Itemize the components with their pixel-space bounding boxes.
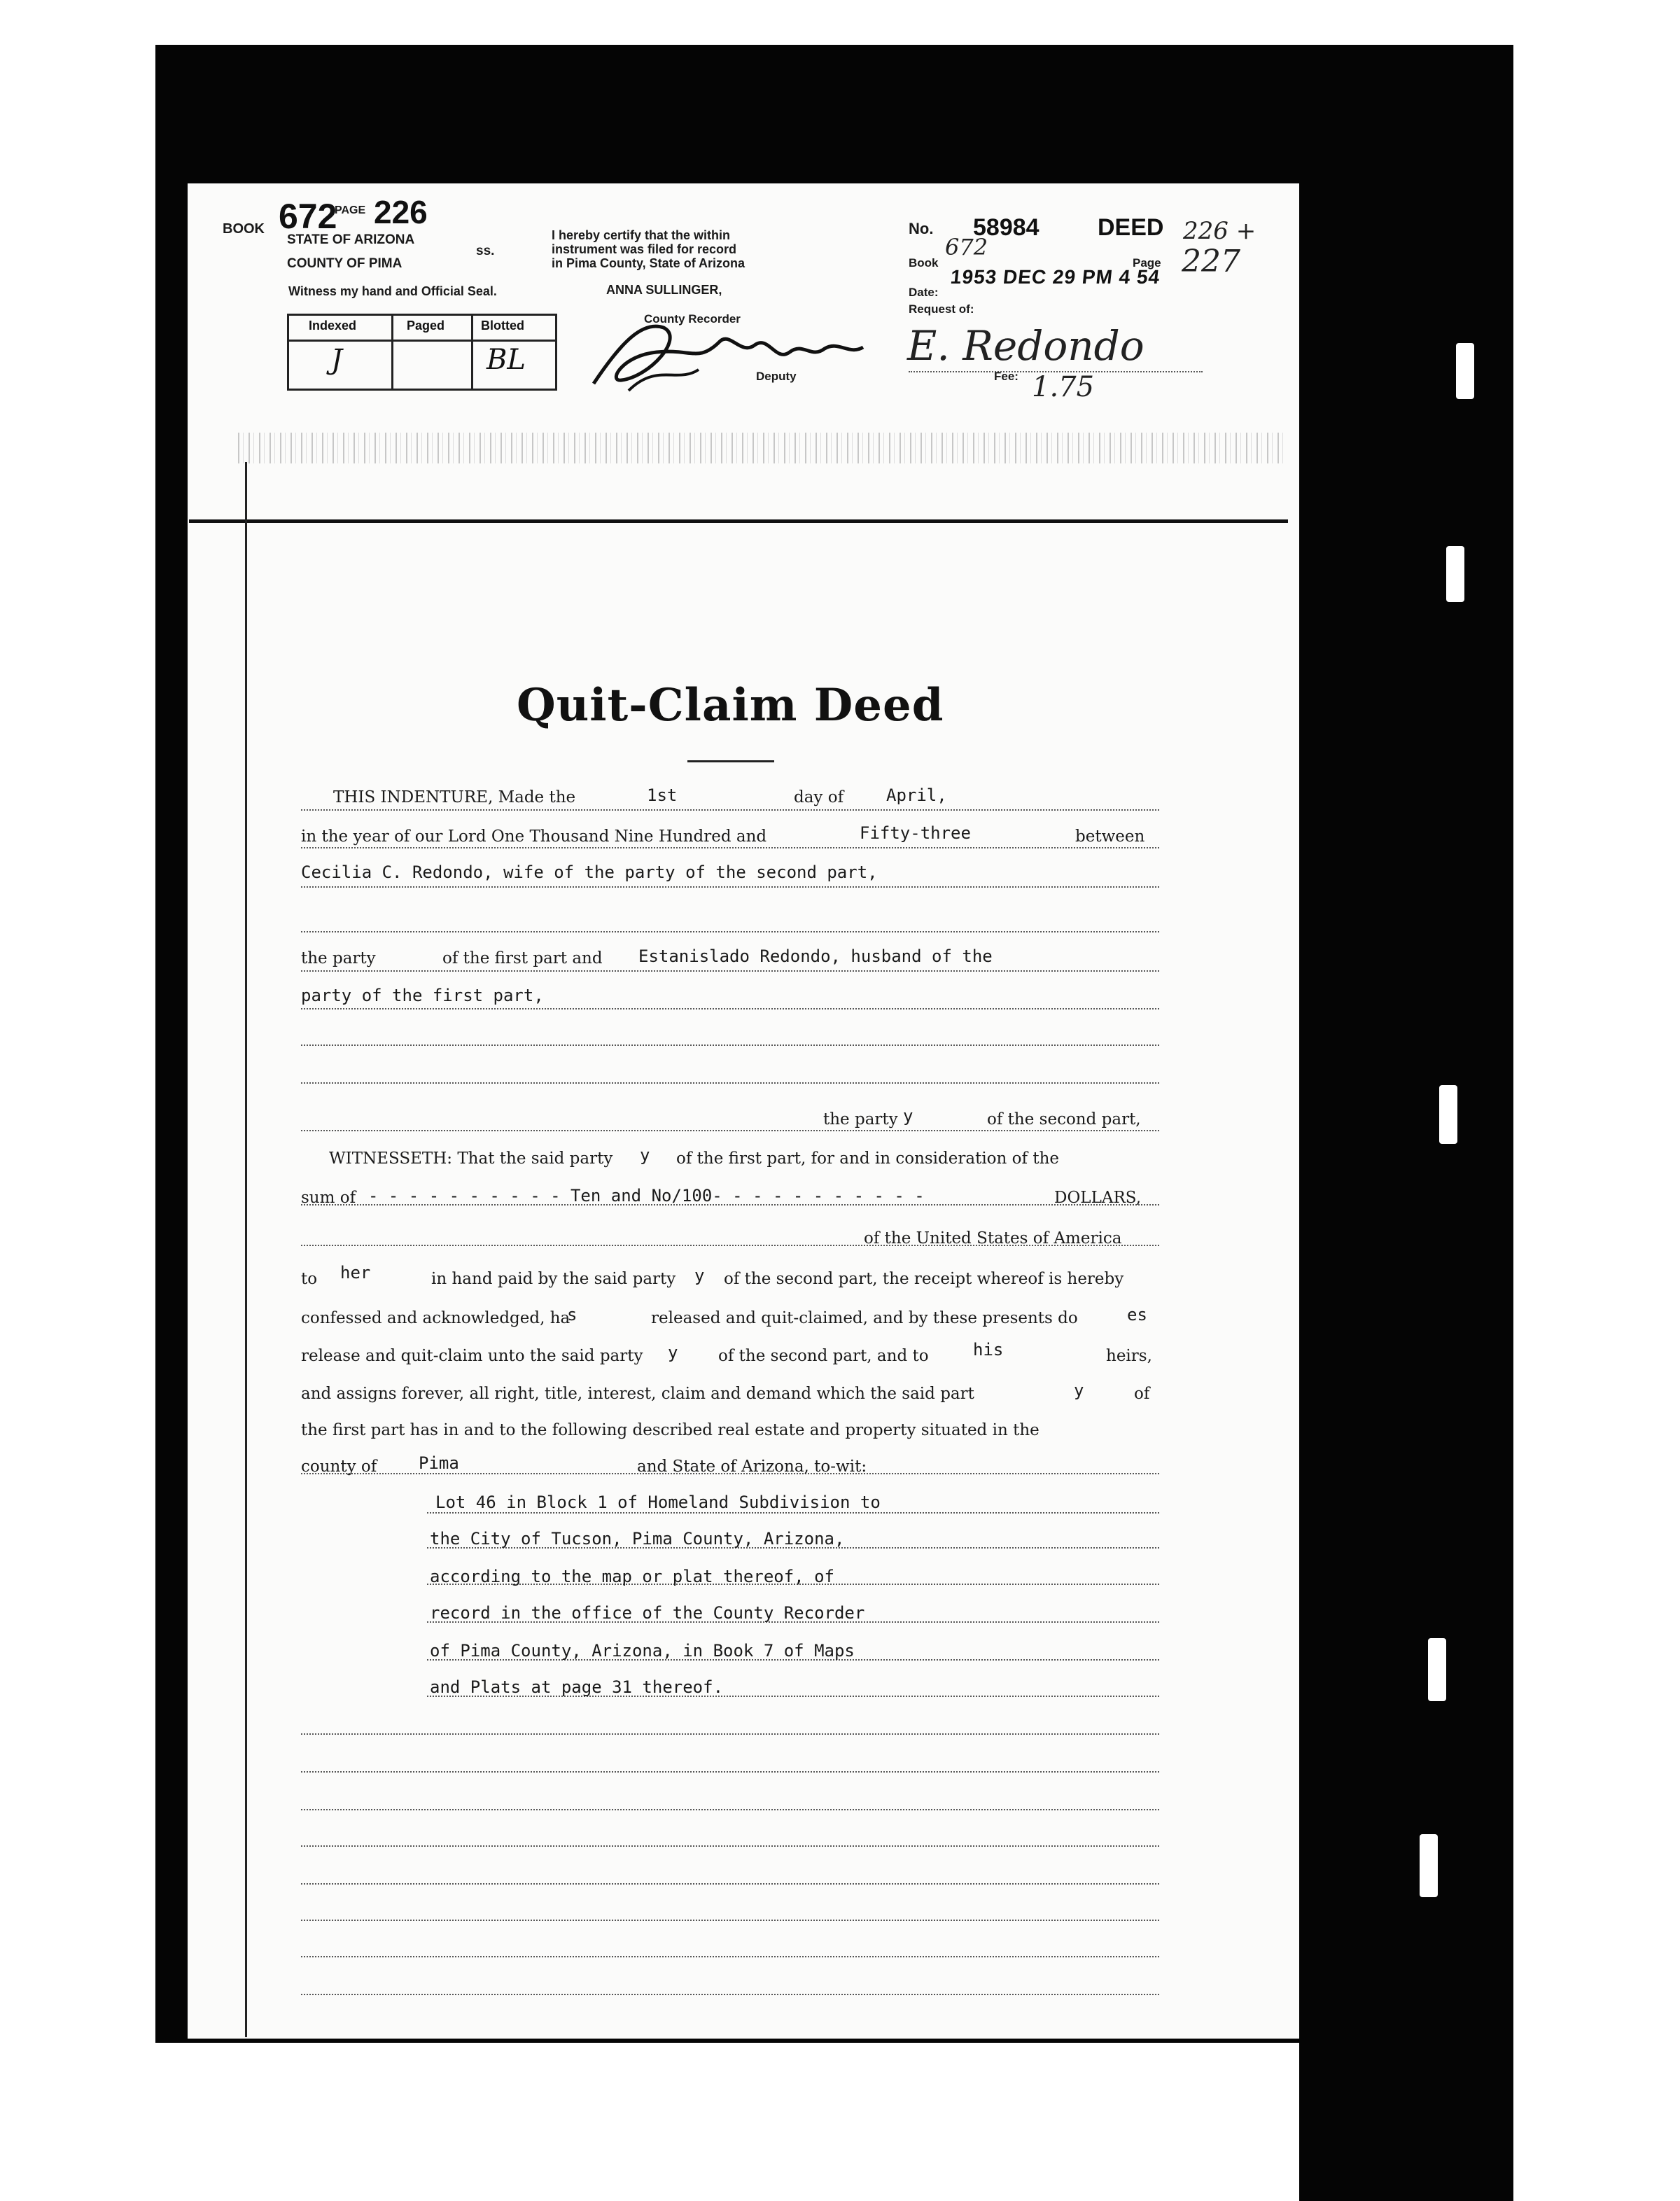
legal-description-line: according to the map or plat thereof, of: [430, 1567, 834, 1586]
film-sprocket-hole: [1428, 1638, 1446, 1701]
recorder-name: ANNA SULLINGER,: [606, 283, 722, 297]
second-part-and-to: of the second part, and to: [718, 1347, 929, 1365]
ss-label: ss.: [476, 244, 495, 258]
filing-date-stamp: 1953 DEC 29 PM 4 54: [949, 266, 1161, 288]
form-line: [301, 1130, 1159, 1131]
book-right-value: 672: [945, 234, 988, 260]
county-of-label: county of: [301, 1458, 377, 1476]
second-part-label: of the second part,: [987, 1110, 1141, 1129]
party-label: the party: [301, 949, 376, 967]
county-label: COUNTY OF PIMA: [287, 256, 402, 271]
hand-paid-suffix: y: [694, 1266, 705, 1285]
indenture-intro: THIS INDENTURE, Made the: [333, 788, 576, 806]
fee-label: Fee:: [994, 370, 1018, 383]
film-sprocket-hole: [1420, 1834, 1438, 1897]
year-value: Fifty-three: [860, 823, 971, 843]
form-line: [301, 1956, 1159, 1957]
first-part-label: of the first part and: [442, 949, 603, 967]
request-label: Request of:: [909, 302, 974, 316]
to-label: to: [301, 1270, 318, 1288]
legal-description-line: the City of Tucson, Pima County, Arizona,: [430, 1529, 845, 1549]
film-sprocket-hole: [1439, 1085, 1457, 1144]
certify-line-1: I hereby certify that the within: [552, 228, 731, 242]
described-estate-text: the first part has in and to the following described real estate and property situated in the: [301, 1421, 1040, 1439]
paged-cell: [391, 316, 473, 389]
form-line: [301, 809, 1159, 811]
no-label: No.: [909, 220, 934, 237]
heirs-his: his: [973, 1340, 1004, 1360]
released-suffix: es: [1127, 1305, 1147, 1325]
party-second-suffix: y: [903, 1106, 913, 1126]
form-line: [301, 1771, 1159, 1773]
page-number: 226: [374, 194, 428, 230]
confessed-suffix: s: [567, 1305, 578, 1325]
form-line: [301, 1845, 1159, 1847]
legal-description-line: of Pima County, Arizona, in Book 7 of Maps: [430, 1641, 855, 1661]
date-label: Date:: [909, 286, 939, 299]
recorder-title: County Recorder: [644, 312, 741, 326]
recorder-signature: [580, 314, 874, 398]
released-text: released and quit-claimed, and by these presents do: [651, 1309, 1078, 1327]
form-line: [301, 931, 1159, 932]
book-page-stamp: 672: [279, 197, 337, 236]
form-line: [301, 886, 1159, 888]
year-phrase: in the year of our Lord One Thousand Nine Hundred and: [301, 827, 767, 846]
blotted-cell: [471, 316, 554, 389]
between-label: between: [1075, 827, 1145, 846]
dollars-label: DOLLARS,: [1054, 1189, 1142, 1207]
legal-description-line: Lot 46 in Block 1 of Homeland Subdivision to: [435, 1493, 881, 1512]
paged-label: Paged: [407, 319, 445, 333]
quitclaim-suffix: y: [668, 1343, 678, 1362]
sum-label: sum of: [301, 1189, 356, 1207]
assigns-suffix: y: [1074, 1381, 1084, 1400]
receipt-text: of the second part, the receipt whereof is hereby: [724, 1270, 1124, 1288]
state-label: STATE OF ARIZONA: [287, 232, 415, 247]
sum-amount: - - - - - - - - - - Ten and No/100- - - - - - - - - - -: [368, 1186, 925, 1206]
indexed-label: Indexed: [309, 319, 357, 333]
indexed-cell: [289, 316, 393, 389]
title-underline: [687, 760, 774, 762]
form-line: [301, 1008, 1159, 1009]
deed-label: DEED: [1098, 214, 1164, 241]
book-label: BOOK: [223, 221, 265, 237]
request-of-value: E. Redondo: [907, 322, 1144, 370]
indenture-day: 1st: [647, 785, 678, 805]
form-line: [301, 970, 1159, 972]
witness-line: Witness my hand and Official Seal.: [288, 284, 497, 298]
form-line: [301, 847, 1159, 848]
united-states-label: of the United States of America: [864, 1229, 1122, 1248]
party-second-label: the party: [823, 1110, 898, 1129]
recording-stamp-box: [287, 314, 557, 391]
second-party-continued: party of the first part,: [301, 986, 544, 1005]
fee-value: 1.75: [1032, 371, 1095, 403]
state-of-arizona-text: and State of Arizona, to-wit:: [637, 1458, 867, 1476]
recording-number: 58984: [973, 214, 1040, 241]
form-line: [301, 1082, 1159, 1084]
book-right-label: Book: [909, 256, 939, 270]
second-party-name: Estanislado Redondo, husband of the: [638, 946, 993, 966]
legal-description-line: record in the office of the County Recorder: [430, 1603, 865, 1623]
heirs-label: heirs,: [1106, 1347, 1152, 1365]
hand-paid-text: in hand paid by the said party: [431, 1270, 676, 1288]
first-party: Cecilia C. Redondo, wife of the party of the second part,: [301, 862, 878, 882]
form-line: [301, 1883, 1159, 1885]
form-line: [301, 1994, 1159, 1995]
film-sprocket-hole: [1446, 546, 1464, 602]
document-title: Quit-Claim Deed: [517, 679, 944, 732]
scan-noise-band: [238, 433, 1288, 463]
page-right-label: Page: [1133, 256, 1161, 270]
to-her: her: [340, 1263, 371, 1283]
film-frame-left: [155, 45, 190, 2040]
form-line: [301, 1733, 1159, 1735]
indenture-month: April,: [886, 785, 947, 805]
deputy-label: Deputy: [756, 370, 797, 383]
form-line: [301, 1809, 1159, 1810]
certify-line-2: instrument was filed for record: [552, 242, 737, 256]
film-frame-right: [1299, 45, 1513, 2201]
blotted-label: Blotted: [481, 319, 524, 333]
deed-handwritten-page: 226 +: [1183, 217, 1256, 245]
county-value: Pima: [419, 1453, 459, 1473]
form-line: [301, 1044, 1159, 1046]
assigns-of: of: [1134, 1385, 1150, 1403]
form-line: [427, 1512, 1159, 1514]
blotted-mark: BL: [486, 344, 526, 376]
indexed-mark: J: [331, 344, 343, 376]
confessed-text: confessed and acknowledged, ha: [301, 1309, 570, 1327]
left-margin-rule: [245, 462, 247, 2037]
assigns-text: and assigns forever, all right, title, interest, claim and demand which the said part: [301, 1385, 974, 1403]
legal-description-line: and Plats at page 31 thereof.: [430, 1677, 724, 1697]
page-right-value: 227: [1182, 244, 1240, 279]
quitclaim-text: release and quit-claim unto the said party: [301, 1347, 643, 1365]
witnesseth-suffix: y: [640, 1145, 650, 1165]
day-of-label: day of: [794, 788, 844, 806]
header-divider: [189, 519, 1288, 523]
certify-line-3: in Pima County, State of Arizona: [552, 256, 746, 270]
form-line: [301, 1920, 1159, 1921]
page-label: PAGE: [335, 204, 366, 216]
witnesseth: WITNESSETH: That the said party: [329, 1150, 613, 1168]
consideration-text: of the first part, for and in consideration of the: [676, 1150, 1059, 1168]
film-sprocket-hole: [1456, 343, 1474, 399]
